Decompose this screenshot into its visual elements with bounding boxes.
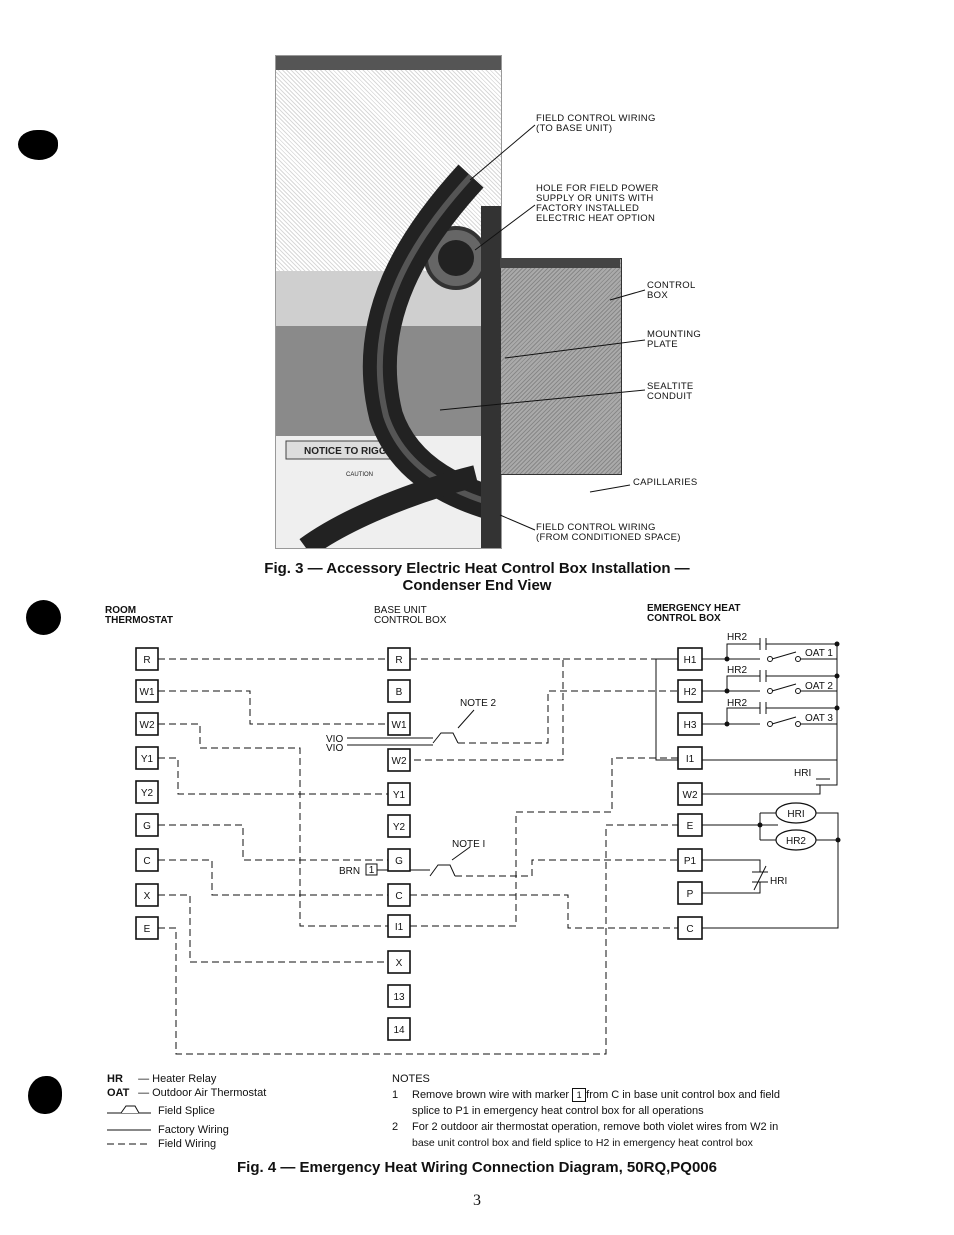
callout-field-wiring-space: FIELD CONTROL WIRING (FROM CONDITIONED SPACE) xyxy=(536,522,681,543)
fig3-caption: Fig. 3 — Accessory Electric Heat Control Box Installation — Condenser End View xyxy=(264,560,690,594)
callout-control-box: CONTROL BOX xyxy=(647,280,696,301)
legend-hr: HR — Heater Relay xyxy=(107,1073,217,1085)
tstat-term-E: E xyxy=(143,924,151,935)
vio-label-1: VIO xyxy=(326,734,344,745)
punch-hole-bottom xyxy=(28,1076,62,1114)
legend-oat: OAT — Outdoor Air Thermostat xyxy=(107,1087,267,1099)
coil-hr2-label: HR2 xyxy=(785,836,807,847)
emer-term-P: P xyxy=(686,889,694,900)
header-base-unit: BASE UNIT CONTROL BOX xyxy=(374,605,447,626)
legend-field: Field Wiring xyxy=(158,1138,217,1150)
tstat-term-G: G xyxy=(143,821,151,832)
page-number: 3 xyxy=(473,1192,481,1209)
hr1-switch-label: HRI xyxy=(770,876,788,887)
hr1-contact xyxy=(816,779,830,785)
emer-term-C: C xyxy=(686,924,694,935)
hr2-label-1: HR2 xyxy=(727,632,748,643)
factory-wiring xyxy=(347,644,838,928)
header-emergency-heat: EMERGENCY HEAT CONTROL BOX xyxy=(647,603,741,624)
fig4-caption: Fig. 4 — Emergency Heat Wiring Connection Diagram, 50RQ,PQ006 xyxy=(237,1159,717,1176)
legend xyxy=(107,1072,266,1100)
emer-term-W2: W2 xyxy=(682,790,698,801)
legend-splice: Field Splice xyxy=(158,1105,215,1117)
base-term-W1: W1 xyxy=(391,720,407,731)
base-term-B: B xyxy=(395,687,403,698)
callout-field-wiring-base: FIELD CONTROL WIRING (TO BASE UNIT) xyxy=(536,113,656,134)
note-2: 2 For 2 outdoor air thermostat operation, remove both violet wires from W2 in xyxy=(392,1121,779,1133)
base-term-X: X xyxy=(395,958,403,969)
note-2-line2: base unit control box and field splice to H2 in emergency heat control box xyxy=(412,1137,753,1149)
field-wiring xyxy=(158,659,678,1054)
oat3-label: OAT 3 xyxy=(805,713,833,724)
emer-term-I1: I1 xyxy=(685,754,695,765)
note-1-line2: splice to P1 in emergency heat control box for all operations xyxy=(412,1105,704,1117)
base-term-W2: W2 xyxy=(391,756,407,767)
oat2-label: OAT 2 xyxy=(805,681,833,692)
photo-sign-text: NOTICE TO RIGG xyxy=(304,446,387,457)
notes-title: NOTES xyxy=(392,1073,430,1085)
thermostat-terminals xyxy=(136,648,158,939)
coil-hr1-label: HRI xyxy=(787,809,805,820)
callout-capillaries: CAPILLARIES xyxy=(633,477,698,488)
tstat-term-C: C xyxy=(143,856,151,867)
tstat-term-Y2: Y2 xyxy=(140,788,154,799)
legend-factory: Factory Wiring xyxy=(158,1124,229,1136)
base-unit-terminals xyxy=(388,648,410,1040)
emer-term-H2: H2 xyxy=(683,687,697,698)
hr2-label-3: HR2 xyxy=(727,698,748,709)
base-term-R: R xyxy=(395,655,403,666)
header-room-thermostat: ROOM THERMOSTAT xyxy=(105,605,173,626)
emer-term-H1: H1 xyxy=(683,655,697,666)
tstat-term-R: R xyxy=(143,655,151,666)
base-term-I1: I1 xyxy=(394,922,404,933)
emer-term-P1: P1 xyxy=(683,856,697,867)
note-1: 1 Remove brown wire with marker 1 from C in base unit control box and field xyxy=(392,1089,780,1101)
hr2-contacts xyxy=(760,638,766,714)
tstat-term-X: X xyxy=(143,891,151,902)
hr1-contact-label: HRI xyxy=(794,768,812,779)
callout-hole: HOLE FOR FIELD POWER SUPPLY OR UNITS WITH FACTORY INSTALLED ELECTRIC HEAT OPTION xyxy=(536,183,659,224)
brn-label: BRN xyxy=(339,866,361,877)
vio-label-2: VIO xyxy=(326,743,344,754)
photo-caution-text: CAUTION xyxy=(346,472,373,478)
note1-marker: 1 xyxy=(572,1088,586,1102)
hr2-label-2: HR2 xyxy=(727,665,748,676)
note1-label: NOTE I xyxy=(452,839,486,850)
callout-mounting-plate: MOUNTING PLATE xyxy=(647,329,702,350)
callout-conduit: SEALTITE CONDUIT xyxy=(647,381,694,402)
base-term-C: C xyxy=(395,891,403,902)
base-term-14: 14 xyxy=(393,1025,405,1036)
emergency-terminals xyxy=(678,648,702,939)
legend-symbols xyxy=(107,1102,157,1148)
tstat-term-W2: W2 xyxy=(139,720,155,731)
oat1-label: OAT 1 xyxy=(805,648,833,659)
base-term-Y1: Y1 xyxy=(392,790,406,801)
tstat-term-Y1: Y1 xyxy=(140,754,154,765)
base-term-Y2: Y2 xyxy=(392,822,406,833)
field-splices xyxy=(430,710,474,876)
base-term-13: 13 xyxy=(393,992,405,1003)
base-term-G: G xyxy=(395,856,403,867)
brn-marker-text: 1 xyxy=(368,865,375,876)
emer-term-H3: H3 xyxy=(683,720,697,731)
tstat-term-W1: W1 xyxy=(139,687,155,698)
note2-label: NOTE 2 xyxy=(460,698,497,709)
emer-term-E: E xyxy=(686,821,694,832)
notes xyxy=(392,1071,852,1151)
